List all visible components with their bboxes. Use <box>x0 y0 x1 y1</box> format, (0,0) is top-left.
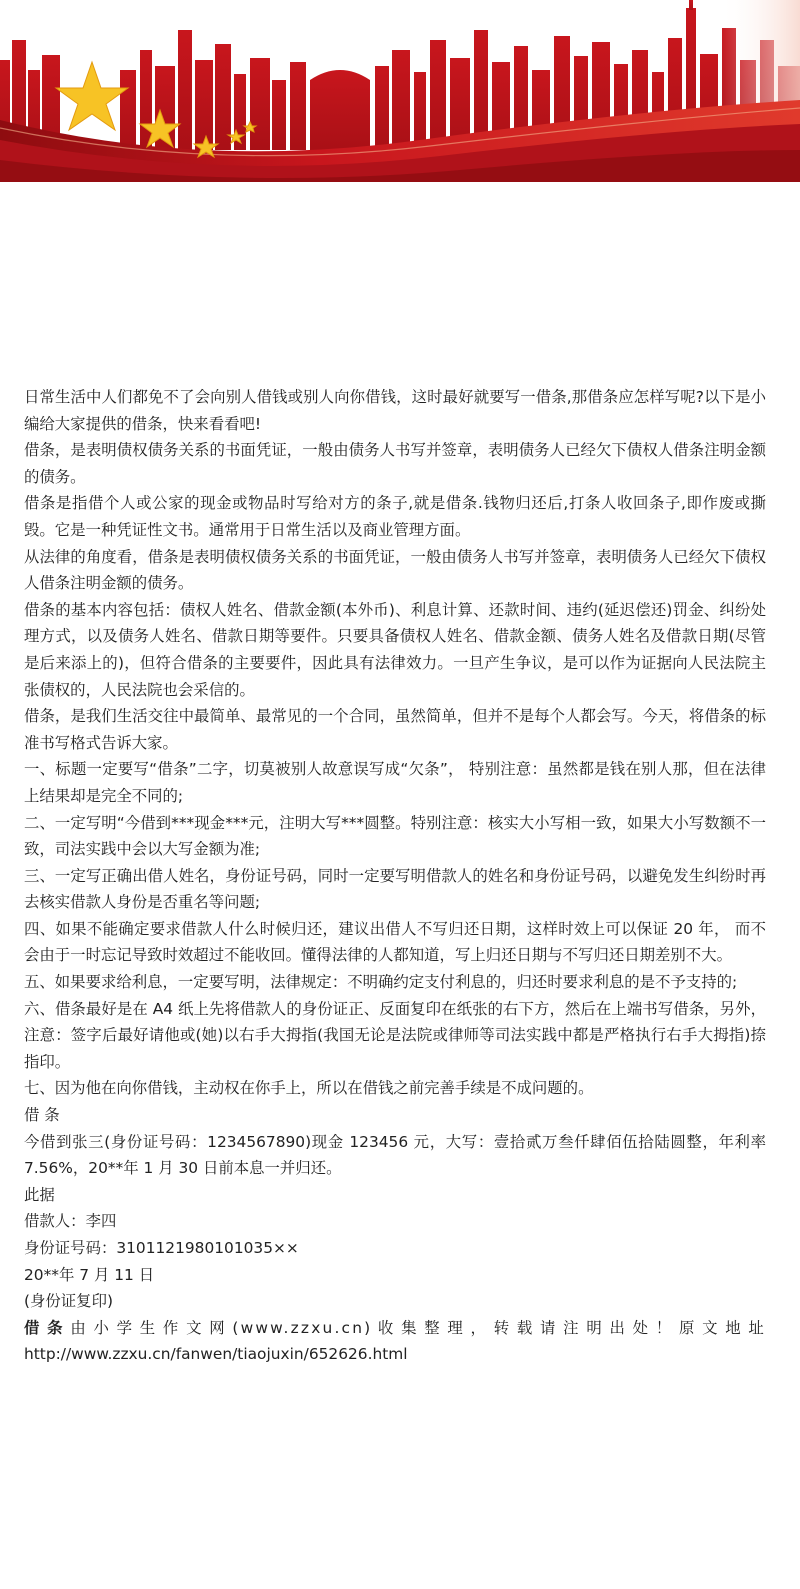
paragraph-meaning: 借条是指借个人或公家的现金或物品时写给对方的条子,就是借条.钱物归还后,打条人收回条子,即作废或撕毁。它是一种凭证性文书。通常用于日常生活以及商业管理方面。 <box>24 494 766 539</box>
paragraph-legal-view: 从法律的角度看，借条是表明债权债务关系的书面凭证，一般由债务人书写并签章，表明债务人已经欠下债权人借条注明金额的债务。 <box>24 547 766 593</box>
paragraph-definition: 借条，是表明债权债务关系的书面凭证，一般由债务人书写并签章，表明债务人已经欠下债权人借条注明金额的债务。 <box>24 441 766 486</box>
source-note-title: 借条 <box>24 1318 71 1337</box>
source-url[interactable]: http://www.zzxu.cn/fanwen/tiaojuxin/652626.html <box>24 1345 408 1364</box>
paragraph-rule-6: 六、借条最好是在 A4 纸上先将借款人的身份证正、反面复印在纸张的右下方，然后在上端书写借条，另外，注意：签字后最好请他或(她)以右手大拇指(我国无论是法院或律师等司法实践中都是严格执行右手大拇指)捺指印。 <box>24 999 766 1071</box>
paragraph-rule-4: 四、如果不能确定要求借款人什么时候归还，建议出借人不写归还日期，这样时效上可以保证 20 年， 而不会由于一时忘记导致时效超过不能收回。懂得法律的人都知道，写上归还日期与不写归还日期差别不大。 <box>24 919 766 965</box>
sample-closing: 此据 <box>24 1185 55 1204</box>
sample-id-number: 身份证号码：3101121980101035×× <box>24 1239 299 1257</box>
article-body <box>24 384 766 1368</box>
header-banner <box>0 0 800 182</box>
paragraph-intro: 日常生活中人们都免不了会向别人借钱或别人向你借钱，这时最好就要写一借条,那借条应怎样写呢?以下是小编给大家提供的借条，快来看看吧! <box>24 388 766 433</box>
paragraph-rule-3: 三、一定写正确出借人姓名，身份证号码，同时一定要写明借款人的姓名和身份证号码，以避免发生纠纷时再去核实借款人身份是否重名等问题; <box>24 866 766 912</box>
paragraph-rule-1: 一、标题一定要写“借条”二字，切莫被别人故意误写成“欠条”， 特别注意：虽然都是钱在别人那，但在法律上结果却是完全不同的; <box>24 760 766 805</box>
source-note <box>24 1315 766 1342</box>
paragraph-contract: 借条，是我们生活交往中最简单、最常见的一个合同，虽然简单，但并不是每个人都会写。今天，将借条的标准书写格式告诉大家。 <box>24 707 766 752</box>
paragraph-rule-5: 五、如果要求给利息，一定要写明，法律规定：不明确约定支付利息的，归还时要求利息的是不予支持的; <box>24 973 738 992</box>
paragraph-rule-2: 二、一定写明“今借到***现金***元，注明大写***圆整。特别注意：核实大小写相一致，如果大小写数额不一致，司法实践中会以大写金额为准; <box>24 813 766 859</box>
paragraph-contents: 借条的基本内容包括：债权人姓名、借款金额(本外币)、利息计算、还款时间、违约(延迟偿还)罚金、纠纷处理方式，以及债务人姓名、借款日期等要件。只要具备债权人姓名、借款金额、债务人姓名及借款日期(尽管是后来添上的)，但符合借条的主要要件，因此具有法律效力。一旦产生争议，是可以作为证据向人民法院主张债权的，人民法院也会采信的。 <box>24 600 766 699</box>
red-skyline-with-stars-icon <box>0 0 800 182</box>
source-note-text: 由小学生作文网(www.zzxu.cn)收集整理，转载请注明出处！原文地址 <box>70 1318 766 1337</box>
sample-borrower: 借款人：李四 <box>24 1212 117 1231</box>
paragraph-rule-7: 七、因为他在向你借钱，主动权在你手上，所以在借钱之前完善手续是不成问题的。 <box>24 1079 594 1098</box>
sample-id-copy: (身份证复印) <box>24 1292 113 1311</box>
sample-body: 今借到张三(身份证号码：1234567890)现金 123456 元，大写：壹拾贰万叁仟肆佰伍拾陆圆整，年利率 7.56%，20**年 1 月 30 日前本息一并归还。 <box>24 1132 766 1178</box>
sample-title: 借 条 <box>24 1106 60 1125</box>
sample-date: 20**年 7 月 11 日 <box>24 1265 155 1284</box>
